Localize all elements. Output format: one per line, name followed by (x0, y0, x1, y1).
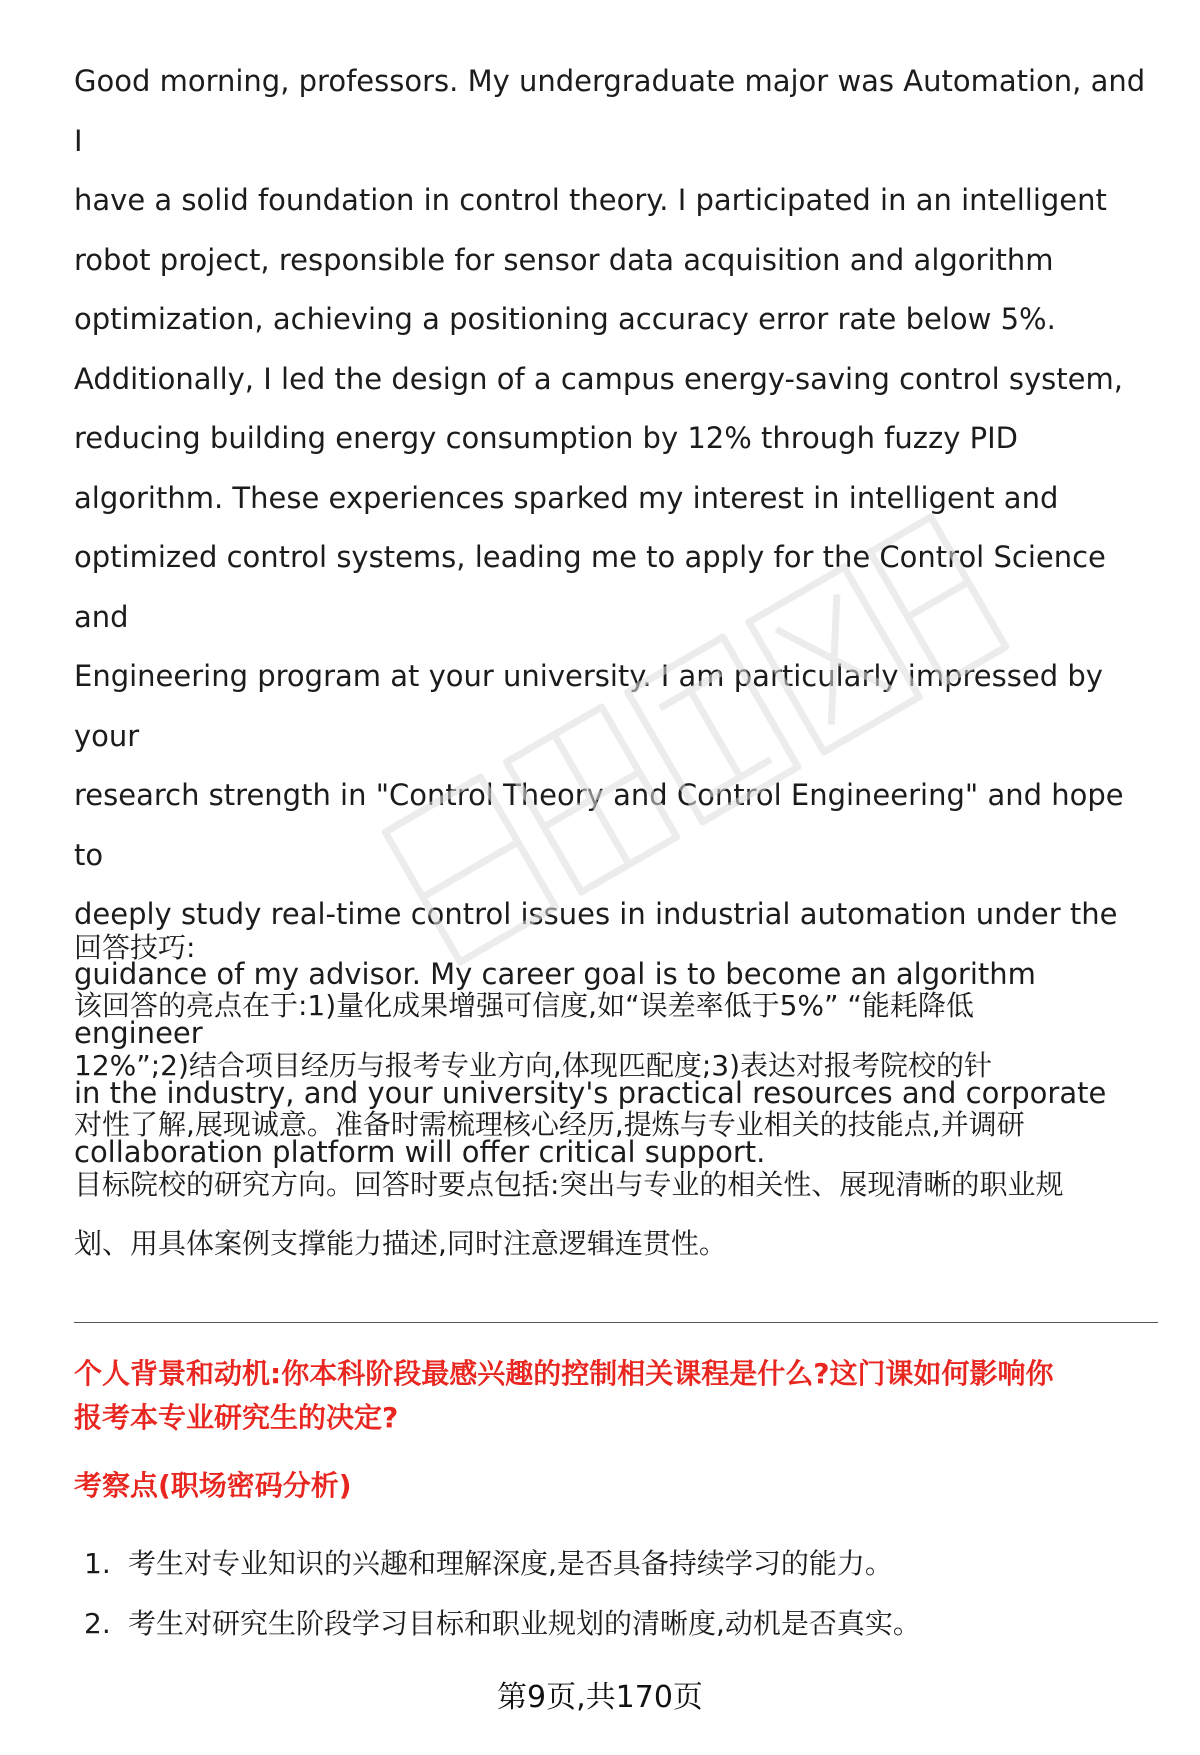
answer-line: have a solid foundation in control theory. I participated in an intelligent (74, 183, 1107, 217)
tips-paragraph (74, 976, 1158, 1274)
question-line: 报考本专业研究生的决定? (74, 1401, 399, 1434)
answer-line: optimization, achieving a positioning accuracy error rate below 5%. (74, 302, 1056, 336)
answer-line: reducing building energy consumption by 12% through fuzzy PID (74, 421, 1018, 455)
document-page (74, 0, 1158, 1755)
answer-line: guidance of my advisor. My career goal is to become an algorithm engineer (74, 956, 1036, 1050)
tips-line: 对性了解,展现诚意。准备时需梳理核心经历,提炼与专业相关的技能点,并调研 (74, 1108, 1025, 1141)
answer-line: in the industry, and your university's practical resources and corporate (74, 1075, 1107, 1110)
answer-line: collaboration platform will offer critical support. (74, 1135, 766, 1169)
answer-line: algorithm. These experiences sparked my interest in intelligent and (74, 480, 1059, 515)
tips-line: 12%”;2)结合项目经历与报考专业方向,体现匹配度;3)表达对报考院校的针 (74, 1048, 992, 1082)
list-item (84, 1600, 921, 1660)
answer-line: deeply study real-time control issues in industrial automation under the (74, 897, 1118, 931)
list-item (84, 1540, 921, 1600)
answer-line: Good morning, professors. My undergraduate major was Automation, and I (74, 64, 1146, 158)
answer-line: robot project, responsible for sensor data acquisition and algorithm (74, 242, 1054, 277)
analysis-heading: 考察点(职场密码分析) (74, 1469, 352, 1502)
tips-line: 该回答的亮点在于:1)量化成果增强可信度,如“误差率低于5%” “能耗降低 (74, 989, 974, 1022)
analysis-points-list (84, 1540, 921, 1660)
list-item-number: 2. (84, 1607, 111, 1640)
answer-line: research strength in "Control Theory and Control Engineering" and hope to (74, 778, 1124, 872)
list-item-text: 考生对专业知识的兴趣和理解深度,是否具备持续学习的能力。 (128, 1547, 893, 1580)
tips-line: 目标院校的研究方向。回答时要点包括:突出与专业的相关性、展现清晰的职业规 (74, 1167, 1064, 1201)
list-item-text: 考生对研究生阶段学习目标和职业规划的清晰度,动机是否真实。 (128, 1607, 921, 1640)
tips-line: 划、用具体案例支撑能力描述,同时注意逻辑连贯性。 (74, 1227, 727, 1260)
tips-heading: 回答技巧: (74, 931, 196, 964)
section-divider (74, 1322, 1158, 1323)
answer-line: Additionally, I led the design of a campus energy-saving control system, (74, 361, 1123, 396)
list-item-number: 1. (84, 1547, 111, 1580)
page-number: 第9页,共170页 (497, 1680, 703, 1715)
question-line: 个人背景和动机:你本科阶段最感兴趣的控制相关课程是什么?这门课如何影响你 (74, 1357, 1054, 1390)
answer-line: Engineering program at your university. I am particularly impressed by your (74, 659, 1103, 753)
interview-question (74, 1352, 1158, 1440)
answer-line: optimized control systems, leading me to apply for the Control Science and (74, 540, 1106, 634)
